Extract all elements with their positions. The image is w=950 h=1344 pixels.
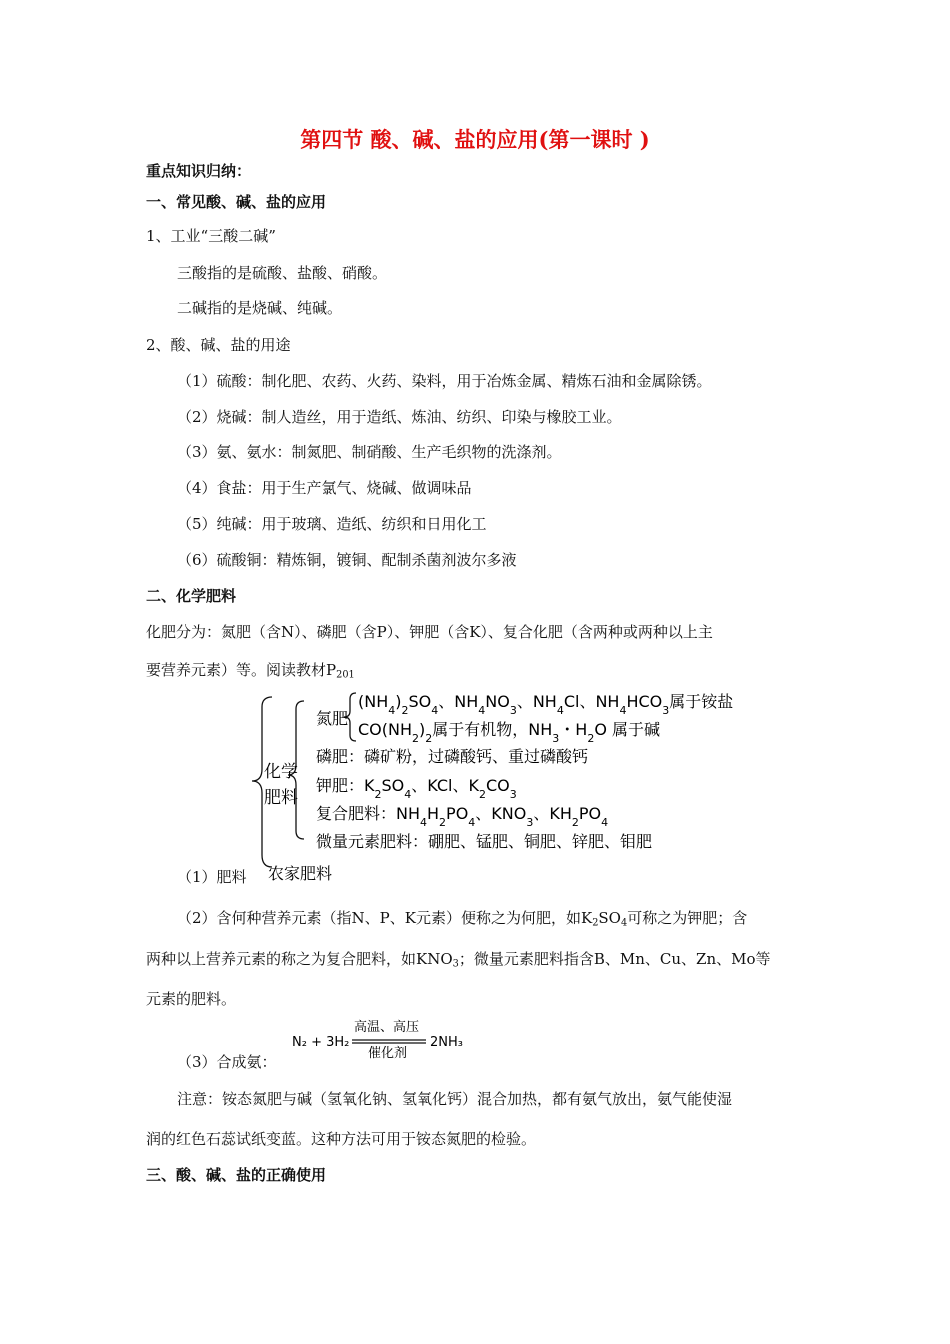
tree-label-farm: 农家肥料: [268, 864, 333, 883]
paragraph: 元素的肥料。: [146, 990, 237, 1008]
list-item: （3）氨、氨水：制氮肥、制硝酸、生产毛织物的洗涤剂。: [177, 443, 562, 461]
paragraph: 两种以上营养元素的称之为复合肥料，如$KNO_3$；微量元素肥料指含B、Mn、Cu、Zn、Mo等: [146, 950, 771, 970]
list-item: （4）食盐：用于生产氯气、烧碱、做调味品: [177, 479, 472, 497]
phosphate-line: 磷肥：磷矿粉，过磷酸钙、重过磷酸钙: [316, 747, 589, 766]
paragraph: （3）合成氨：: [177, 1053, 277, 1071]
condition-below: 催化剂: [368, 1046, 408, 1061]
potash-line: 钾肥：$K_2SO_4$、KCl、$K_2CO_3$: [316, 776, 517, 801]
paragraph: 1、工业“三酸二碱”: [146, 227, 276, 245]
list-item: （5）纯碱：用于玻璃、造纸、纺织和日用化工: [177, 515, 487, 533]
paragraph: 化肥分为：氮肥（含N）、磷肥（含P）、钾肥（含K）、复合化肥（含两种或两种以上主: [146, 623, 713, 641]
list-item: （1）硫酸：制化肥、农药、火药、染料，用于冶炼金属、精炼石油和金属除锈。: [177, 372, 712, 390]
paragraph: （2）含何种营养元素（指N、P、K元素）便称之为何肥，如$K_2SO_4$可称之为钾肥；含: [177, 909, 748, 929]
nitrogen-line-2: $CO(NH_2)_2$属于有机物，$NH_3$・$H_2O$ 属于碱: [358, 720, 661, 745]
paragraph: 二碱指的是烧碱、纯碱。: [177, 299, 343, 317]
list-item: （2）烧碱：制人造丝，用于造纸、炼油、纺织、印染与橡胶工业。: [177, 408, 622, 426]
micro-line: 微量元素肥料：硼肥、锰肥、铜肥、锌肥、钼肥: [316, 832, 653, 851]
page-title: 第四节 酸、碱、盐的应用(第一课时 ): [300, 127, 650, 152]
paragraph: 要营养元素）等。阅读教材$P_{201}$: [146, 661, 355, 681]
tree-label-chem-1: 化学: [264, 762, 298, 782]
section-3-heading: 三、酸、碱、盐的正确使用: [146, 1166, 327, 1184]
paragraph: 注意：铵态氮肥与碱（氢氧化钠、氢氧化钙）混合加热，都有氨气放出，氨气能使湿: [177, 1090, 733, 1108]
paragraph: 润的红色石蕊试纸变蓝。这种方法可用于铵态氮肥的检验。: [146, 1130, 537, 1148]
summary-heading: 重点知识归纳：: [146, 162, 252, 180]
compound-line: 复合肥料：$NH_4H_2PO_4$、$KNO_3$、$KH_2PO_4$: [316, 804, 609, 829]
ammonia-synthesis-equation: [290, 1016, 490, 1062]
tree-label-chem-2: 肥料: [264, 788, 298, 808]
reactants: N₂ + 3H₂: [292, 1035, 350, 1050]
paragraph: 2、酸、碱、盐的用途: [146, 336, 291, 354]
outer-brace: [252, 697, 272, 867]
products: 2NH₃: [430, 1035, 463, 1050]
section-2-heading: 二、化学肥料: [146, 587, 237, 605]
list-item: （1）肥料: [177, 868, 247, 886]
nitrogen-line-1: $(NH_4)_2SO_4$、$NH_4NO_3$、$NH_4Cl$、$NH_4HCO_3$属于铵盐: [358, 692, 734, 717]
fertilizer-tree-diagram: [240, 685, 760, 885]
paragraph: 三酸指的是硫酸、盐酸、硝酸。: [177, 264, 388, 282]
condition-above: 高温、高压: [354, 1020, 420, 1035]
list-item: （6）硫酸铜：精炼铜，镀铜、配制杀菌剂波尔多液: [177, 551, 517, 569]
tree-label-nitrogen: 氮肥: [316, 709, 349, 728]
section-1-heading: 一、常见酸、碱、盐的应用: [146, 193, 327, 211]
